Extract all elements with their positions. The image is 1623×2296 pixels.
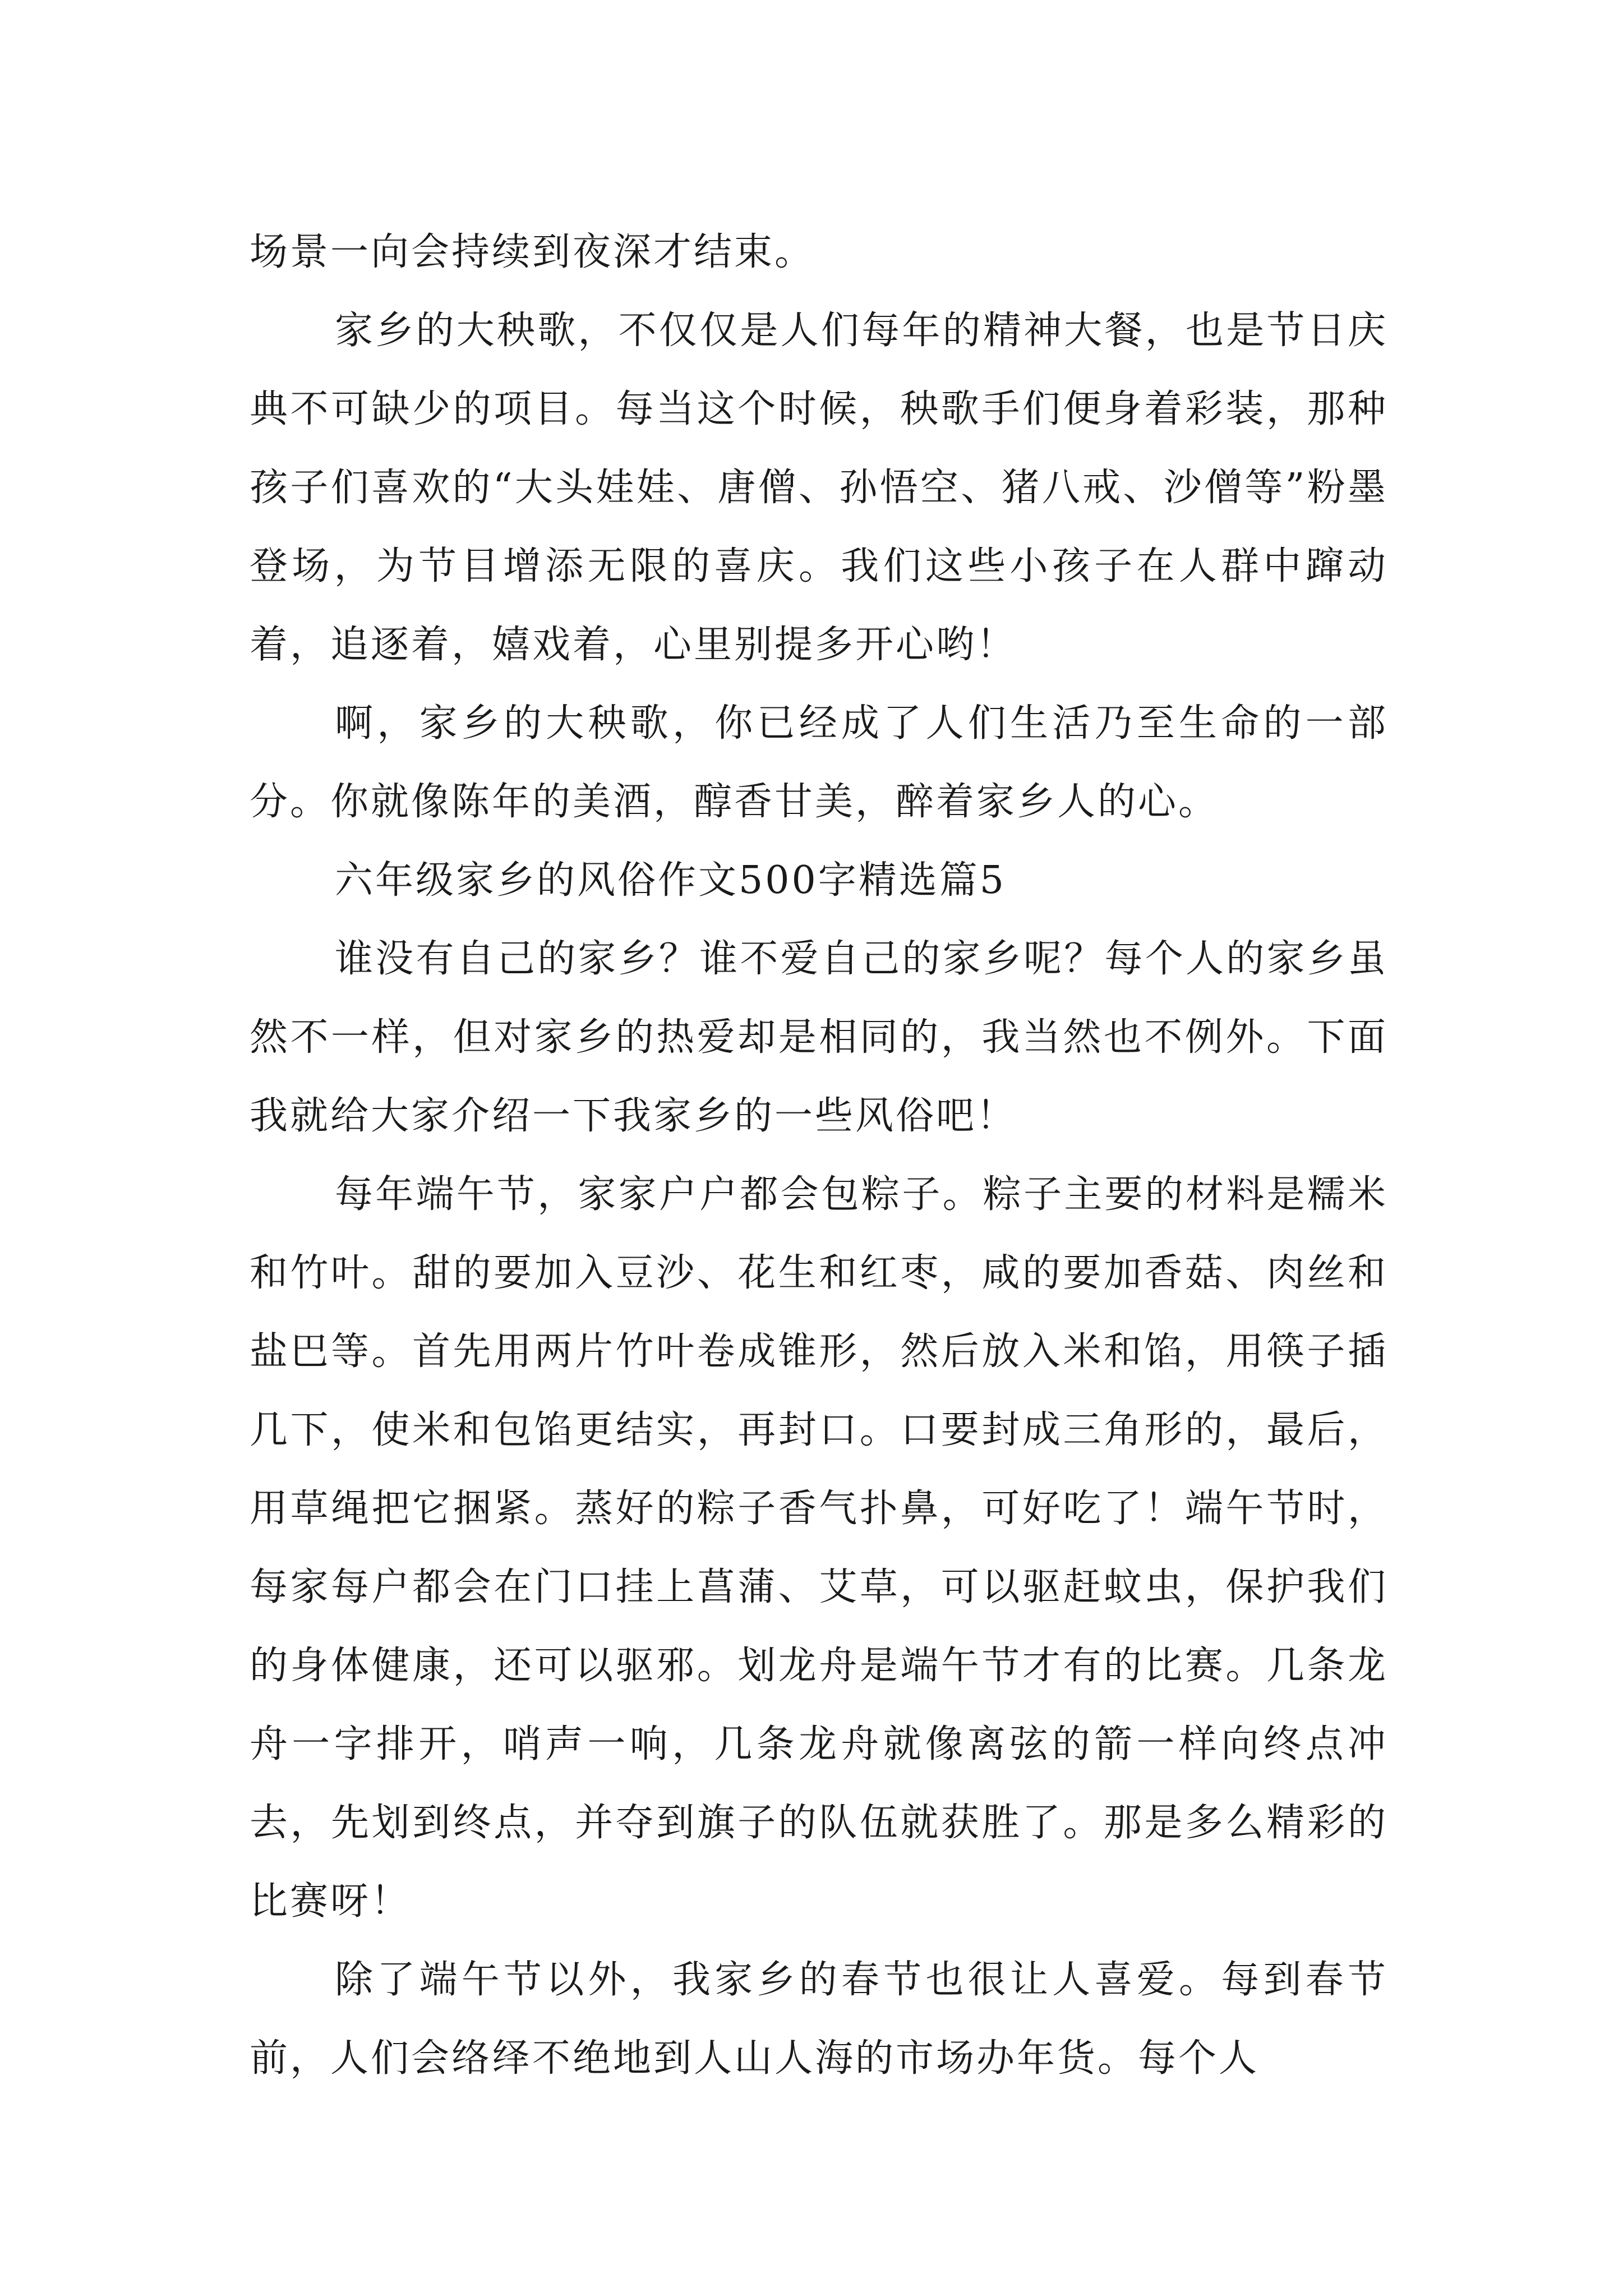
paragraph-dragon-boat: 每年端午节，家家户户都会包粽子。粽子主要的材料是糯米和竹叶。甜的要加入豆沙、花生和红枣，咸的要加香菇、肉丝和盐巴等。首先用两片竹叶卷成锥形，然后放入米和馅，用筷子插几下，使米和包馅更结实，再封口。口要封成三角形的，最后，用草绳把它捆紧。蒸好的粽子香气扑鼻，可好吃了！端午节时，每家每户都会在门口挂上菖蒲、艾草，可以驱赶蚊虫，保护我们的身体健康，还可以驱邪。划龙舟是端午节才有的比赛。几条龙舟一字排开，哨声一响，几条龙舟就像离弦的箭一样向终点冲去，先划到终点，并夺到旗子的队伍就获胜了。那是多么精彩的比赛呀！ [250,1172,1388,1924]
paragraph-yangge-conclusion: 啊，家乡的大秧歌，你已经成了人们生活乃至生命的一部分。你就像陈年的美酒，醇香甘美，醉着家乡人的心。 [250,701,1388,824]
paragraph-continuation: 场景一向会持续到夜深才结束。 [250,230,815,274]
paragraph-intro: 谁没有自己的家乡？谁不爱自己的家乡呢？每个人的家乡虽然不一样，但对家乡的热爱却是相同的，我当然也不例外。下面我就给大家介绍一下我家乡的一些风俗吧！ [250,937,1388,1138]
essay-heading: 六年级家乡的风俗作文500字精选篇5 [335,858,1007,903]
document-body [250,213,1388,2098]
paragraph-spring-festival: 除了端午节以外，我家乡的春节也很让人喜爱。每到春节前，人们会络绎不绝地到人山人海的市场办年货。每个人 [250,1958,1388,2081]
paragraph-yangge-festival: 家乡的大秧歌，不仅仅是人们每年的精神大餐，也是节日庆典不可缺少的项目。每当这个时候，秧歌手们便身着彩装，那种孩子们喜欢的“大头娃娃、唐僧、孙悟空、猪八戒、沙僧等”粉墨登场，为节目增添无限的喜庆。我们这些小孩子在人群中蹿动着，追逐着，嬉戏着，心里别提多开心哟！ [250,309,1388,667]
